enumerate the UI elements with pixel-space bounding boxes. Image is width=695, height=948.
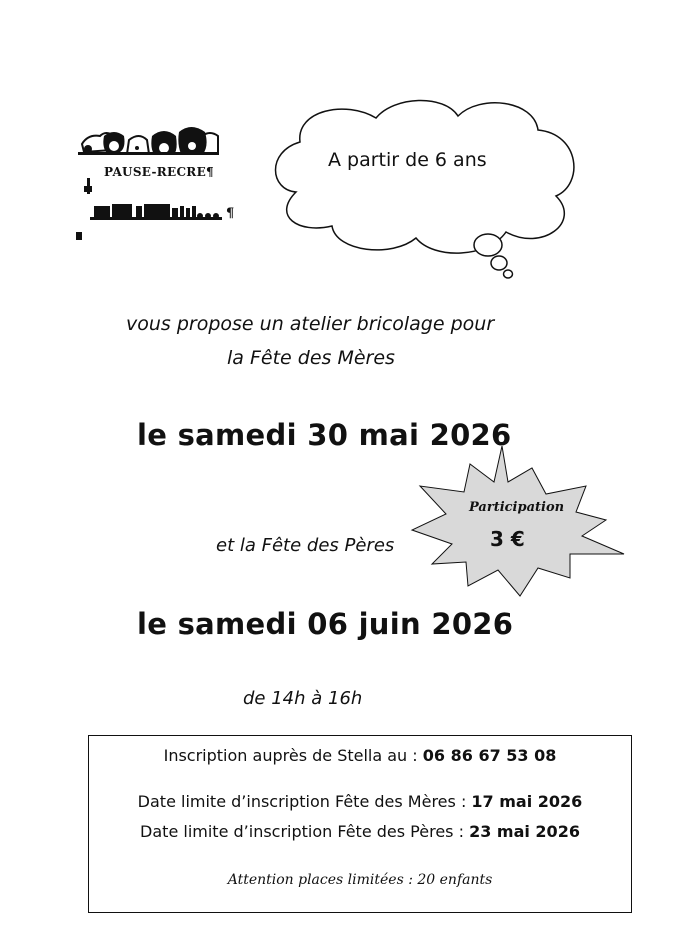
phone-number: 06 86 67 53 08 <box>422 746 557 765</box>
date-meres: le samedi 30 mai 2026 <box>137 418 512 452</box>
cloud-shape <box>266 92 584 282</box>
participation-badge <box>410 446 626 598</box>
deadline-meres-line <box>89 792 631 811</box>
info-box <box>88 735 632 913</box>
deadline-meres-label: Date limite d’inscription Fête des Mères : <box>137 792 472 811</box>
starburst-shape <box>410 446 626 598</box>
deadline-peres-label: Date limite d’inscription Fête des Pères : <box>140 822 470 841</box>
date-peres: le samedi 06 juin 2026 <box>137 607 514 641</box>
logo-text: PAUSE-RECRE¶ <box>104 165 214 179</box>
hours-text: de 14h à 16h <box>243 688 363 709</box>
deadline-meres-date: 17 mai 2026 <box>471 792 583 811</box>
intro-line-2: la Fête des Mères <box>227 347 395 369</box>
deadline-peres-line <box>89 822 631 841</box>
pause-recre-logo <box>74 122 254 244</box>
children-faces-drawing <box>74 122 254 244</box>
logo-pilcrow: ¶ <box>226 206 235 221</box>
inscription-label: Inscription auprès de Stella au : <box>163 746 423 765</box>
age-text: A partir de 6 ans <box>328 149 487 171</box>
deadline-peres-date: 23 mai 2026 <box>469 822 580 841</box>
intro-line-1: vous propose un atelier bricolage pour <box>126 313 495 335</box>
places-note: Attention places limitées : 20 enfants <box>227 872 493 888</box>
peres-line: et la Fête des Pères <box>216 535 395 556</box>
thought-cloud <box>266 92 584 282</box>
participation-price: 3 € <box>490 527 525 551</box>
inscription-line <box>89 746 631 765</box>
participation-label: Participation <box>469 500 565 515</box>
